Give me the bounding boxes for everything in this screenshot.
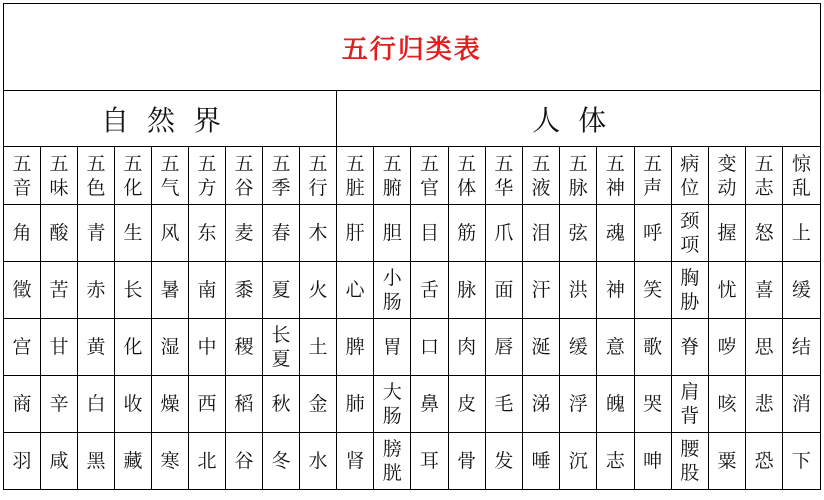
table-cell [78,433,115,490]
table-cell [152,319,189,376]
cell-value: 肉 [457,336,477,358]
table-cell [522,262,559,319]
table-cell [746,319,783,376]
cell-value: 怒 [754,222,774,244]
five-elements-table [3,3,821,490]
table-cell [560,205,597,262]
table-cell [671,319,708,376]
cell-value: 胃 [382,336,402,358]
cell-value: 面 [494,279,514,301]
cell-value: 黄 [86,336,106,358]
cell-value: 洪 [568,279,588,301]
header-label: 五 音 [12,152,32,199]
table-cell [522,376,559,433]
table-cell [226,205,263,262]
cell-value: 东 [197,222,217,244]
table-cell [152,433,189,490]
cell-value: 呻 [643,450,663,472]
cell-value: 爪 [494,222,514,244]
table-cell [263,376,300,433]
cell-value: 笑 [643,279,663,301]
table-cell [411,376,448,433]
table-cell [41,376,78,433]
cell-value: 脊 [680,336,700,358]
header-cell [671,147,708,205]
table-cell [634,205,671,262]
header-cell [152,147,189,205]
table-cell [300,376,337,433]
table-cell [783,205,820,262]
table-cell [78,376,115,433]
table-cell [708,433,745,490]
table-cell [337,376,374,433]
table-cell [411,262,448,319]
cell-value: 寒 [160,450,180,472]
table-cell [152,262,189,319]
table-cell [634,376,671,433]
cell-value: 意 [605,336,625,358]
header-label: 五 味 [49,152,69,199]
table-cell [78,319,115,376]
header-cell [4,147,41,205]
cell-value: 酸 [49,222,69,244]
header-cell [560,147,597,205]
table-cell [115,319,152,376]
header-cell [115,147,152,205]
table-cell [634,262,671,319]
table-cell [522,205,559,262]
section-human: 人体 [532,103,625,137]
cell-value: 肺 [345,393,365,415]
table-cell [263,205,300,262]
table-cell [597,319,634,376]
table-cell [263,433,300,490]
cell-value: 赤 [86,279,106,301]
cell-value: 青 [86,222,106,244]
cell-value: 神 [605,279,625,301]
header-label: 五 谷 [234,152,254,199]
table-cell [485,433,522,490]
cell-value: 水 [308,450,328,472]
cell-value: 握 [717,222,737,244]
cell-value: 黍 [234,279,254,301]
cell-value: 稻 [234,393,254,415]
cell-value: 思 [754,336,774,358]
table-cell [41,433,78,490]
cell-value: 生 [123,222,143,244]
table-cell [783,376,820,433]
table-cell [485,262,522,319]
cell-value: 辛 [49,393,69,415]
table-cell [337,205,374,262]
cell-value: 唇 [494,336,514,358]
table-cell [448,205,485,262]
cell-value: 悲 [754,393,774,415]
cell-value: 骨 [457,450,477,472]
cell-value: 肾 [345,450,365,472]
header-cell [522,147,559,205]
cell-value: 咸 [49,450,69,472]
cell-value: 冬 [271,450,291,472]
cell-value: 发 [494,450,514,472]
table-cell [4,433,41,490]
cell-value: 呼 [643,222,663,244]
table-cell [374,319,411,376]
cell-value: 缓 [568,336,588,358]
table-row [4,319,821,376]
cell-value: 涕 [531,393,551,415]
section-human-cell [337,91,821,147]
cell-value: 土 [308,336,328,358]
table-cell [485,319,522,376]
cell-value: 火 [308,279,328,301]
cell-value: 木 [308,222,328,244]
table-cell [671,262,708,319]
cell-value: 长 夏 [271,324,291,370]
table-row [4,262,821,319]
table-cell [783,262,820,319]
header-label: 五 方 [197,152,217,199]
table-cell [78,205,115,262]
cell-value: 藏 [123,450,143,472]
section-nature-cell [4,91,337,147]
table-cell [300,433,337,490]
cell-value: 黑 [86,450,106,472]
cell-value: 弦 [568,222,588,244]
table-cell [671,376,708,433]
cell-value: 浮 [568,393,588,415]
header-label: 五 季 [271,152,291,199]
table-cell [41,319,78,376]
table-cell [337,433,374,490]
header-cell [41,147,78,205]
table-cell [597,205,634,262]
cell-value: 春 [271,222,291,244]
table-cell [374,376,411,433]
header-label: 五 志 [754,152,774,199]
cell-value: 麦 [234,222,254,244]
header-label: 五 液 [531,152,551,199]
cell-value: 化 [123,336,143,358]
cell-value: 金 [308,393,328,415]
table-cell [411,319,448,376]
header-row [4,147,821,205]
cell-value: 忧 [717,279,737,301]
cell-value: 心 [345,279,365,301]
table-cell [4,262,41,319]
header-cell [448,147,485,205]
cell-value: 下 [791,450,811,472]
table-cell [78,262,115,319]
table-cell [522,319,559,376]
table-cell [522,433,559,490]
cell-value: 恐 [754,450,774,472]
cell-value: 脉 [457,279,477,301]
table-cell [152,376,189,433]
cell-value: 北 [197,450,217,472]
header-label: 五 声 [643,152,663,199]
table-cell [263,262,300,319]
cell-value: 喜 [754,279,774,301]
cell-value: 羽 [12,450,32,472]
header-label: 五 色 [86,152,106,199]
cell-value: 膀 胱 [382,438,402,484]
table-cell [263,319,300,376]
table-cell [708,376,745,433]
cell-value: 颈 项 [680,210,700,256]
cell-value: 秋 [271,393,291,415]
section-nature: 自然界 [100,103,239,137]
table-title: 五行归类表 [341,34,482,65]
table-cell [448,433,485,490]
cell-value: 消 [791,393,811,415]
table-row [4,376,821,433]
cell-value: 宫 [12,336,32,358]
header-label: 五 腑 [382,152,402,199]
cell-value: 中 [197,336,217,358]
table-cell [115,433,152,490]
table-cell [300,262,337,319]
table-cell [411,205,448,262]
cell-value: 大 肠 [382,381,402,427]
table-cell [746,433,783,490]
table-cell [226,319,263,376]
cell-value: 徵 [12,279,32,301]
cell-value: 口 [419,336,439,358]
cell-value: 燥 [160,393,180,415]
table-cell [634,433,671,490]
table-cell [634,319,671,376]
cell-value: 西 [197,393,217,415]
cell-value: 结 [791,336,811,358]
cell-value: 夏 [271,279,291,301]
cell-value: 沉 [568,450,588,472]
header-cell [411,147,448,205]
cell-value: 腰 股 [680,438,700,484]
table-cell [708,205,745,262]
table-cell [4,319,41,376]
table-cell [189,376,226,433]
header-cell [300,147,337,205]
cell-value: 肩 背 [680,381,700,427]
cell-value: 湿 [160,336,180,358]
header-cell [708,147,745,205]
cell-value: 耳 [419,450,439,472]
header-label: 病 位 [680,152,700,199]
header-cell [746,147,783,205]
header-label: 变 动 [717,152,737,199]
table-cell [560,262,597,319]
table-cell [300,205,337,262]
table-cell [448,376,485,433]
table-cell [226,376,263,433]
table-cell [189,262,226,319]
cell-value: 稷 [234,336,254,358]
table-cell [374,262,411,319]
table-cell [597,376,634,433]
header-cell [783,147,820,205]
table-cell [189,319,226,376]
table-cell [226,433,263,490]
table-cell [115,376,152,433]
table-cell [708,262,745,319]
cell-value: 收 [123,393,143,415]
table-cell [115,205,152,262]
cell-value: 小 肠 [382,267,402,313]
table-row [4,433,821,490]
table-cell [448,262,485,319]
cell-value: 舌 [419,279,439,301]
cell-value: 汗 [531,279,551,301]
table-cell [374,205,411,262]
table-cell [560,319,597,376]
cell-value: 甘 [49,336,69,358]
table-cell [783,319,820,376]
cell-value: 目 [419,222,439,244]
header-label: 五 体 [457,152,477,199]
table-cell [671,205,708,262]
header-cell [337,147,374,205]
cell-value: 商 [12,393,32,415]
table-cell [746,262,783,319]
cell-value: 魂 [605,222,625,244]
cell-value: 苦 [49,279,69,301]
table-cell [708,319,745,376]
cell-value: 涎 [531,336,551,358]
header-cell [374,147,411,205]
table-cell [746,376,783,433]
header-label: 五 脉 [568,152,588,199]
cell-value: 角 [12,222,32,244]
header-cell [189,147,226,205]
header-label: 五 行 [308,152,328,199]
title-cell [4,4,821,91]
cell-value: 缓 [791,279,811,301]
cell-value: 粟 [717,450,737,472]
table-cell [597,433,634,490]
cell-value: 南 [197,279,217,301]
table-cell [41,205,78,262]
table-cell [560,376,597,433]
table-cell [374,433,411,490]
table-cell [746,205,783,262]
header-label: 惊 乱 [791,152,811,199]
header-label: 五 气 [160,152,180,199]
header-cell [263,147,300,205]
table-cell [189,205,226,262]
cell-value: 白 [86,393,106,415]
cell-value: 筋 [457,222,477,244]
table-cell [671,433,708,490]
table-cell [4,205,41,262]
table-row [4,205,821,262]
header-cell [226,147,263,205]
header-label: 五 脏 [345,152,365,199]
header-cell [597,147,634,205]
header-label: 五 官 [419,152,439,199]
header-label: 五 化 [123,152,143,199]
cell-value: 谷 [234,450,254,472]
table-cell [41,262,78,319]
cell-value: 歌 [643,336,663,358]
table-cell [300,319,337,376]
cell-value: 上 [791,222,811,244]
table-cell [115,262,152,319]
cell-value: 咳 [717,393,737,415]
cell-value: 肝 [345,222,365,244]
table-cell [783,433,820,490]
table-cell [152,205,189,262]
table-cell [4,376,41,433]
cell-value: 脾 [345,336,365,358]
cell-value: 毛 [494,393,514,415]
cell-value: 魄 [605,393,625,415]
header-cell [634,147,671,205]
cell-value: 鼻 [419,393,439,415]
cell-value: 胸 胁 [680,267,700,313]
cell-value: 泪 [531,222,551,244]
cell-value: 哕 [717,336,737,358]
table-cell [560,433,597,490]
table-cell [189,433,226,490]
table-cell [448,319,485,376]
table-cell [485,205,522,262]
cell-value: 长 [123,279,143,301]
header-cell [485,147,522,205]
cell-value: 皮 [457,393,477,415]
five-elements-table-container [3,3,820,494]
table-cell [226,262,263,319]
cell-value: 哭 [643,393,663,415]
cell-value: 唾 [531,450,551,472]
header-cell [78,147,115,205]
header-label: 五 华 [494,152,514,199]
table-cell [337,319,374,376]
table-cell [485,376,522,433]
table-cell [337,262,374,319]
cell-value: 风 [160,222,180,244]
cell-value: 胆 [382,222,402,244]
header-label: 五 神 [605,152,625,199]
table-cell [411,433,448,490]
table-cell [597,262,634,319]
cell-value: 志 [605,450,625,472]
cell-value: 暑 [160,279,180,301]
